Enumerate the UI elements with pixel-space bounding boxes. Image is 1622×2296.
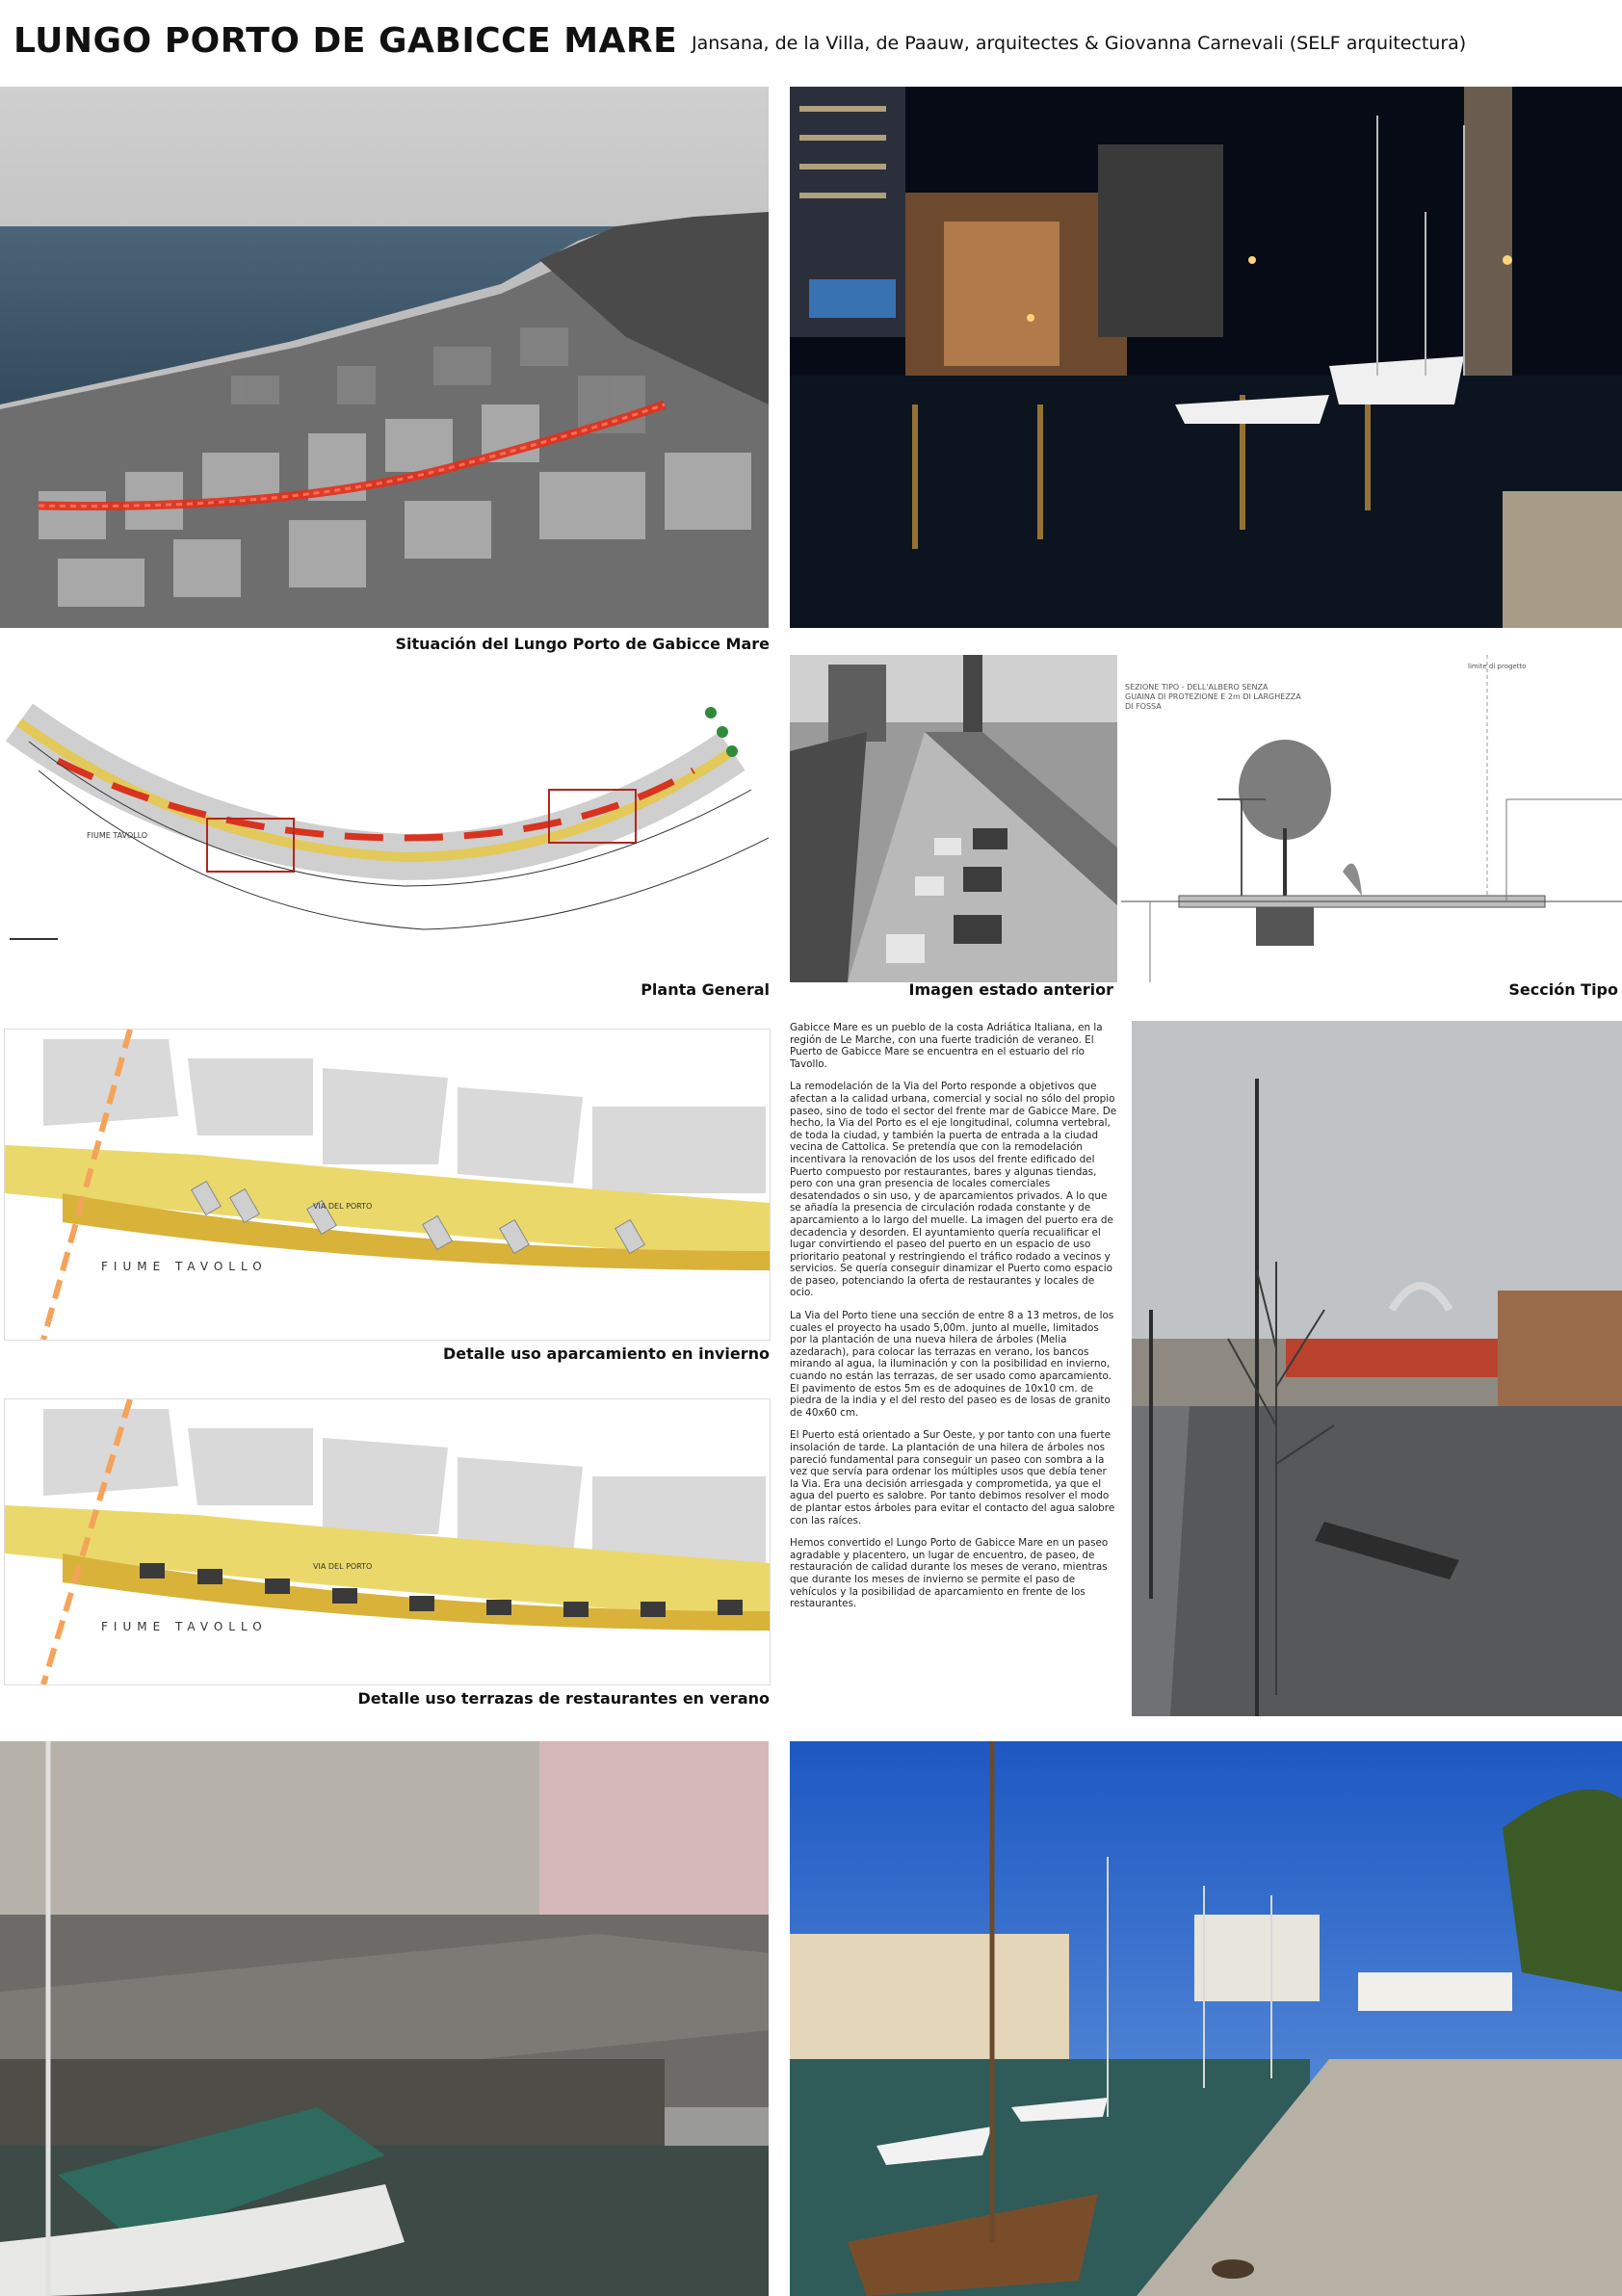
paragraph-2: La remodelación de la Via del Porto responde a objetivos que afectan a la calidad urbana, comercial y social no sólo del propio paseo, sino de todo el sector del frente mar de Gabicce Mare. De hecho, la Via del Porto es el eje longitudinal, columna vertebral, de toda la ciudad, y también la puerta de entrada a la ciudad vecina de Cattolica. Se pretendía que con la remodelación incentivara la renovación de los usos del frente edificado del Puerto compuesto por restaurantes, bares y algunas tiendas, pero con una gran presencia de locales comerciales desatendados o sin uso, y de aparcamientos privados. A lo que se añadía la presencia de circulación rodada constante y de aparcamiento a lo largo del muelle. La imagen del puerto era de decadencia y desorden. El ayuntamiento quería recualificar el lugar convirtiendo el paseo del puerto en un espacio de uso prioritario peatonal y restringiendo el tráfico rodado a vecinos y servicios. Se quería conseguir dinamizar el Puerto como espacio de paseo, potenciando la oferta de restaurantes y locales de ocio. <box>790 1081 1117 1299</box>
caption-planta: Planta General <box>641 980 770 999</box>
river-label-summer: FIUME TAVOLLO <box>101 1620 268 1633</box>
paragraph-5: Hemos convertido el Lungo Porto de Gabicce Mare en un paseo agradable y placentero, un lugar de encuentro, de paseo, de restauración de calidad durante los meses de verano, mientras que durante los meses de invierno se permite el paso de vehículos y la posibilidad de aparcamiento en frente de los restaurantes. <box>790 1537 1109 1610</box>
river-label-winter: FIUME TAVOLLO <box>101 1260 268 1273</box>
section-limit-label: limite di progetto <box>1468 663 1527 670</box>
street-label-winter: VIA DEL PORTO <box>313 1202 373 1211</box>
page-title: LUNGO PORTO DE GABICCE MARE <box>13 21 678 61</box>
plan-river-label: FIUME TAVOLLO <box>87 831 148 840</box>
rainy-quay-photo <box>1132 1021 1622 1716</box>
description-text <box>790 1022 1117 1621</box>
caption-seccion: Sección Tipo <box>1508 980 1618 999</box>
caption-situacion: Situación del Lungo Porto de Gabicce Mare <box>395 635 770 653</box>
summer-detail-drawing <box>4 1398 771 1685</box>
summer-promenade-photo <box>790 1741 1622 2296</box>
winter-detail-drawing <box>4 1029 771 1341</box>
wet-quay-boat-photo <box>0 1741 769 2296</box>
caption-verano: Detalle uso terrazas de restaurantes en verano <box>357 1689 770 1708</box>
aerial-photo <box>0 87 769 628</box>
caption-invierno: Detalle uso aparcamiento en invierno <box>443 1344 770 1363</box>
paragraph-1: Gabicce Mare es un pueblo de la costa Adriática Italiana, en la región de Le Marche, con una fuerte tradición de veraneo. El Puerto de Gabicce Mare se encuentra en el estuario del río Tavollo. <box>790 1022 1103 1070</box>
paragraph-3: La Via del Porto tiene una sección de entre 8 a 13 metros, de los cuales el proyecto ha usado 5,00m. junto al muelle, limitados por la plantación de una nueva hilera de árboles (Melia azedarach), para colocar las terrazas en verano, los bancos mirando al agua, la iluminación y con la posibilidad en invierno, cuando no están las terrazas, de ser usado como aparcamiento. El pavimento de estos 5m es de adoquines de 10x10 cm. de piedra de la india y el del resto del paseo es de losas de granito de 40x60 cm. <box>790 1310 1114 1419</box>
authors-line: Jansana, de la Villa, de Paauw, arquitectes & Giovanna Carnevali (SELF arquitectura) <box>692 33 1467 54</box>
before-state-photo <box>790 655 1117 982</box>
plan-general-drawing <box>0 655 769 973</box>
caption-imagen-anterior: Imagen estado anterior <box>908 980 1113 999</box>
svg-text:DI FOSSA: DI FOSSA <box>1125 702 1162 711</box>
street-label-summer: VIA DEL PORTO <box>313 1562 373 1571</box>
svg-text:GUAINA DI PROTEZIONE E 2m DI L: GUAINA DI PROTEZIONE E 2m DI LARGHEZZA <box>1125 692 1301 701</box>
paragraph-4: El Puerto está orientado a Sur Oeste, y por tanto con una fuerte insolación de tarde. La plantación de una hilera de árboles nos pareció fundamental para conseguir un paseo con sombra a la vez que servía para ordenar los múltiples usos que debía tener la Via. Era una decisión arriesgada y comprometida, ya que el agua del puerto es salobre. Por tanto debimos resolver el modo de plantar estos árboles para evitar el contacto del agua salobre con las raíces. <box>790 1429 1115 1526</box>
section-drawing <box>1121 655 1622 982</box>
night-harbor-photo <box>790 87 1622 628</box>
section-heading: SEZIONE TIPO - DELL'ALBERO SENZA <box>1125 683 1269 691</box>
